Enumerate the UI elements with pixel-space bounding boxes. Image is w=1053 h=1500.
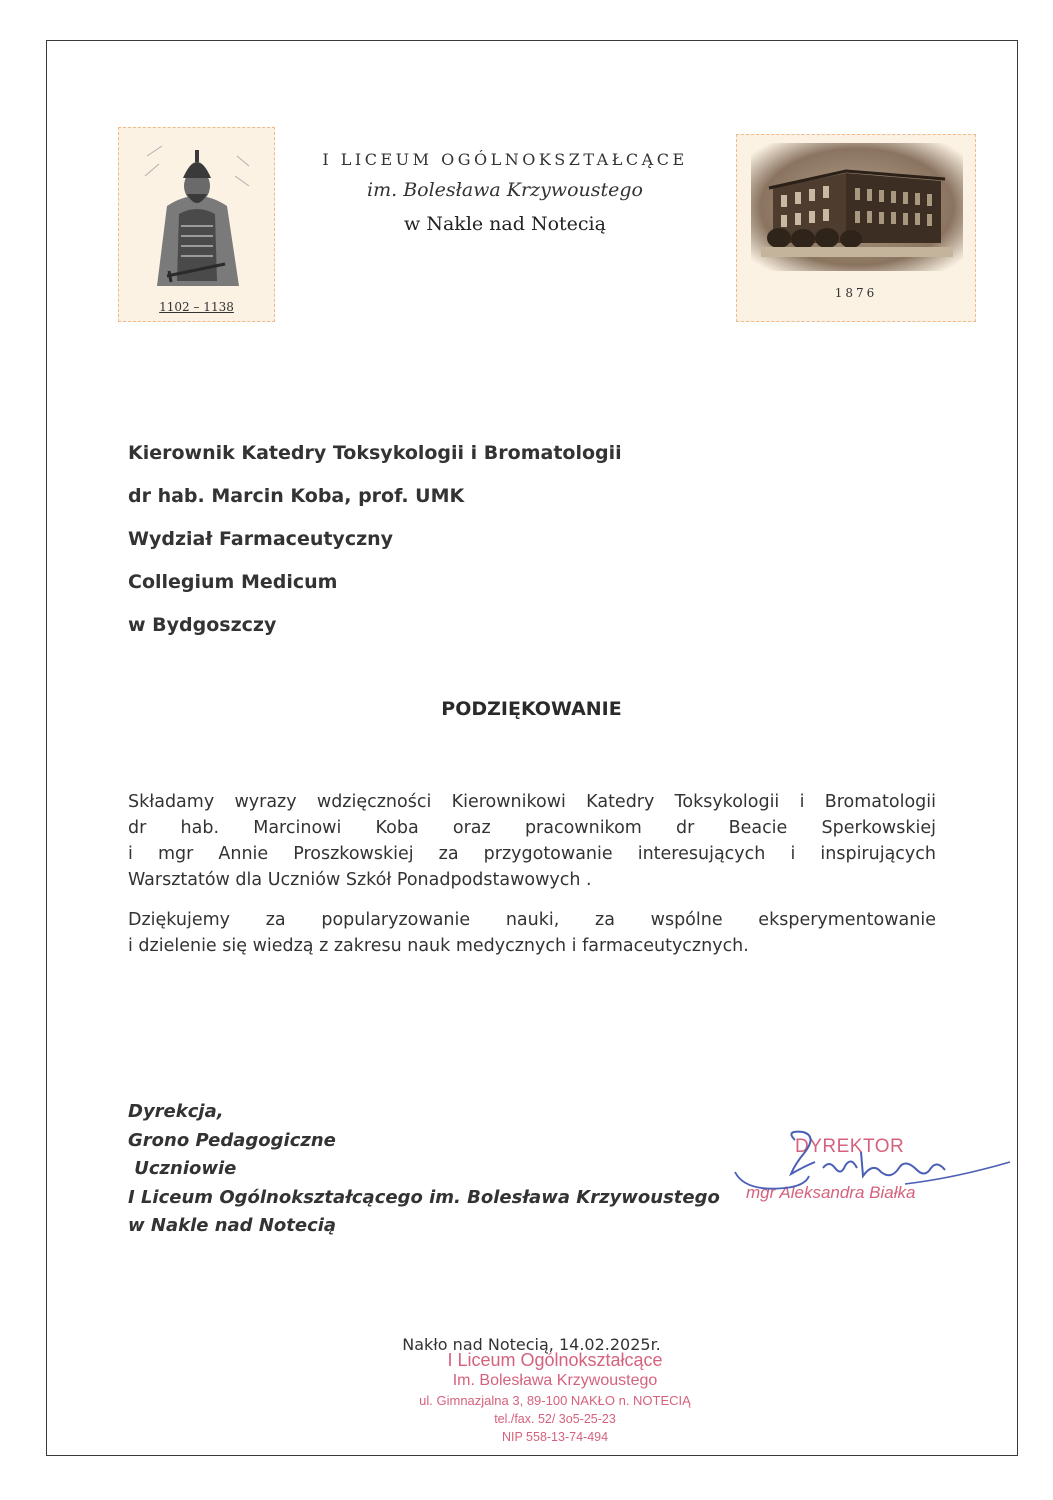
school-stamp-line: Im. Bolesława Krzywoustego bbox=[452, 1372, 658, 1389]
signoff-line: Grono Pedagogiczne bbox=[128, 1129, 336, 1151]
king-portrait-icon bbox=[137, 136, 257, 296]
paragraph-1 bbox=[128, 789, 936, 893]
recipient-block bbox=[128, 440, 622, 655]
signoff-line: w Nakle nad Notecią bbox=[128, 1215, 337, 1236]
place-date: Nakło nad Notecią, 14.02.2025r. bbox=[402, 1335, 661, 1354]
school-stamp bbox=[355, 1350, 755, 1446]
signoff-line: Uczniowie bbox=[128, 1158, 237, 1179]
paragraph-line: i mgr Annie Proszkowskiej za przygotowanie interesujących i inspirujących bbox=[128, 844, 936, 864]
paragraph-line: Składamy wyrazy wdzięczności Kierownikowi Katedry Toksykologii i Bromatologii bbox=[128, 792, 936, 812]
recipient-line: Wydział Farmaceutyczny bbox=[128, 528, 394, 550]
school-building-icon bbox=[751, 143, 963, 271]
director-stamp-name: mgr Aleksandra Białka bbox=[746, 1183, 916, 1202]
signoff-line: Dyrekcja, bbox=[128, 1101, 224, 1122]
recipient-line: dr hab. Marcin Koba, prof. UMK bbox=[128, 485, 465, 507]
paragraph-line: Warsztatów dla Uczniów Szkół Ponadpodstawowych . bbox=[128, 870, 592, 890]
paragraph-line: dr hab. Marcinowi Koba oraz pracownikom dr Beacie Sperkowskiej bbox=[128, 818, 936, 838]
school-name-line2: im. Bolesława Krzywoustego bbox=[367, 179, 643, 201]
building-year: 1876 bbox=[834, 286, 878, 300]
handwritten-signature-icon bbox=[725, 1122, 1015, 1202]
school-stamp-line: ul. Gimnazjalna 3, 89-100 NAKŁO n. NOTECIĄ bbox=[419, 1393, 691, 1408]
building-frame bbox=[736, 134, 976, 322]
portrait-years: 1102 – 1138 bbox=[159, 300, 234, 314]
signoff-block bbox=[128, 1098, 720, 1241]
recipient-line: Collegium Medicum bbox=[128, 571, 338, 593]
paragraph-line: Dziękujemy za popularyzowanie nauki, za wspólne eksperymentowanie bbox=[128, 910, 936, 930]
school-name-line3: w Nakle nad Notecią bbox=[404, 213, 606, 235]
signoff-line: I Liceum Ogólnokształcącego im. Bolesława Krzywoustego bbox=[128, 1186, 720, 1208]
school-name-line1: I LICEUM OGÓLNOKSZTAŁCĄCE bbox=[322, 150, 688, 169]
paragraph-2 bbox=[128, 907, 936, 959]
portrait-frame bbox=[118, 127, 275, 322]
school-stamp-line: tel./fax. 52/ 3o5-25-23 bbox=[494, 1412, 616, 1426]
school-stamp-line: NIP 558-13-74-494 bbox=[501, 1430, 609, 1444]
recipient-line: w Bydgoszczy bbox=[128, 614, 277, 636]
director-stamp-title: DYREKTOR bbox=[795, 1136, 905, 1157]
paragraph-line: i dzielenie się wiedzą z zakresu nauk medycznych i farmaceutycznych. bbox=[128, 936, 749, 956]
school-stamp-line: I Liceum Ogólnokształcące bbox=[447, 1350, 663, 1370]
recipient-line: Kierownik Katedry Toksykologii i Bromatologii bbox=[128, 442, 622, 464]
document-title: PODZIĘKOWANIE bbox=[441, 698, 622, 720]
